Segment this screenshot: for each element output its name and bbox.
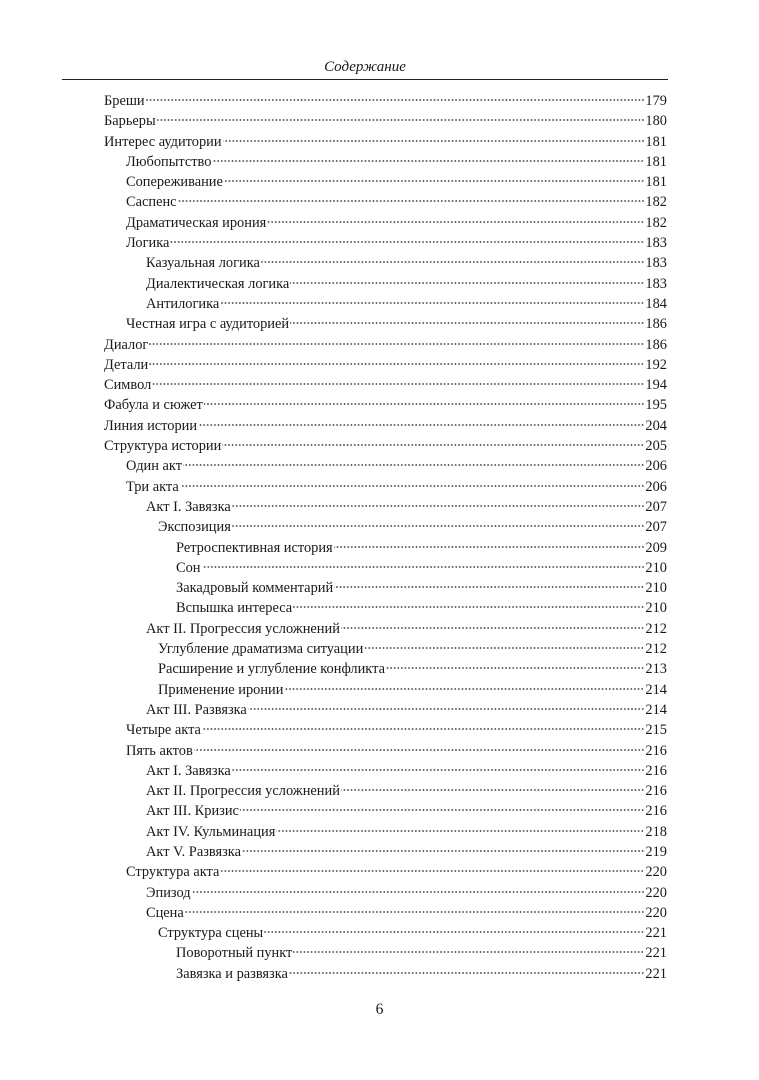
- toc-entry-page: 205: [645, 438, 667, 455]
- toc-entry-page: 210: [645, 559, 667, 576]
- dot-leader: [284, 687, 644, 691]
- toc-entry-title: Линия истории: [104, 417, 198, 434]
- dot-leader: [198, 423, 644, 427]
- dot-leader: [220, 301, 644, 305]
- dot-leader: [202, 727, 644, 731]
- dot-leader: [240, 808, 644, 812]
- toc-entry: [104, 395, 667, 415]
- toc-entry-title: Углубление драматизма ситуации: [158, 641, 364, 658]
- toc-entry-title: Эпизод: [146, 884, 191, 901]
- toc-entry: [104, 274, 667, 294]
- toc-entry: [104, 862, 667, 882]
- toc-entry-title: Диалог: [104, 336, 149, 353]
- dot-leader: [341, 788, 644, 792]
- toc-entry-title: Барьеры: [104, 113, 156, 130]
- toc-entry: [104, 91, 667, 111]
- toc-entry: [104, 456, 667, 476]
- toc-entry-title: Логика: [126, 235, 170, 252]
- toc-entry-page: 210: [645, 580, 667, 597]
- toc-entry-title: Акт IV. Кульминация: [146, 823, 276, 840]
- toc-entry-title: Сон: [176, 559, 201, 576]
- dot-leader: [248, 707, 645, 711]
- toc-entry-title: Один акт: [126, 458, 183, 475]
- dot-leader: [222, 443, 644, 447]
- toc-entry: [104, 517, 667, 537]
- toc-entry: [104, 111, 667, 131]
- toc-entry-title: Экспозиция: [158, 519, 231, 536]
- toc-entry-title: Бреши: [104, 93, 145, 109]
- dot-leader: [334, 545, 645, 549]
- toc-entry-page: 179: [645, 93, 667, 109]
- dot-leader: [183, 463, 644, 467]
- toc-entry-title: Структура истории: [104, 438, 222, 455]
- toc-entry-page: 195: [645, 397, 667, 414]
- toc-entry-title: Пять актов: [126, 742, 193, 759]
- toc-entry: [104, 598, 667, 618]
- dot-leader: [152, 382, 644, 386]
- toc-entry-title: Акт V. Развязка: [146, 843, 241, 860]
- toc-entry-title: Саспенс: [126, 194, 177, 211]
- toc-entry: [104, 680, 667, 700]
- toc-entry-title: Любопытство: [126, 153, 212, 170]
- toc-entry: [104, 720, 667, 740]
- toc-entry-title: Фабула и сюжет: [104, 397, 203, 414]
- dot-leader: [341, 626, 644, 630]
- toc-entry: [104, 883, 667, 903]
- dot-leader: [204, 402, 645, 406]
- toc-entry-title: Применение иронии: [158, 681, 284, 698]
- toc-entry: [104, 497, 667, 517]
- toc-entry: [104, 558, 667, 578]
- dot-leader: [232, 524, 645, 528]
- toc-entry: [104, 639, 667, 659]
- toc-entry-title: Акт II. Прогрессия усложнений: [146, 620, 340, 637]
- dot-leader: [289, 971, 645, 975]
- toc-entry-page: 218: [645, 823, 667, 840]
- dot-leader: [149, 362, 644, 366]
- toc-entry-page: 220: [645, 864, 667, 881]
- toc-entry-page: 212: [645, 620, 667, 637]
- toc-entry: [104, 741, 667, 761]
- toc-entry: [104, 233, 667, 253]
- dot-leader: [146, 98, 645, 102]
- toc-entry-page: 182: [645, 214, 667, 231]
- dot-leader: [180, 484, 645, 488]
- toc-entry: [104, 578, 667, 598]
- toc-entry: [104, 943, 667, 963]
- dot-leader: [212, 159, 644, 163]
- dot-leader: [192, 890, 645, 894]
- toc-entry-title: Поворотный пункт: [176, 945, 293, 962]
- page-number: 6: [375, 1001, 384, 1018]
- toc-entry-page: 183: [645, 235, 667, 252]
- toc-entry: [104, 822, 667, 842]
- toc-entry-page: 220: [645, 904, 667, 921]
- dot-leader: [194, 748, 645, 752]
- toc-entry: [104, 253, 667, 273]
- toc-entry-title: Три акта: [126, 478, 179, 495]
- toc-entry-title: Сопереживание: [126, 174, 223, 191]
- toc-entry: [104, 152, 667, 172]
- dot-leader: [334, 585, 644, 589]
- toc-entry: [104, 700, 667, 720]
- toc-entry-page: 220: [645, 884, 667, 901]
- toc-entry: [104, 903, 667, 923]
- toc-entry-page: 216: [645, 803, 667, 820]
- toc-entry-page: 192: [645, 356, 667, 373]
- toc-entry: [104, 761, 667, 781]
- toc-entry-page: 206: [645, 458, 667, 475]
- toc-entry-page: 183: [645, 255, 667, 272]
- toc-entry-title: Интерес аудитории: [104, 133, 222, 150]
- dot-leader: [178, 199, 645, 203]
- dot-leader: [149, 342, 644, 346]
- toc-entry: [104, 436, 667, 456]
- toc-entry-title: Антилогика: [146, 295, 220, 312]
- dot-leader: [264, 930, 644, 934]
- toc-entry-title: Закадровый комментарий: [176, 580, 334, 597]
- toc-entry: [104, 964, 667, 984]
- toc-entry-title: Акт II. Прогрессия усложнений: [146, 783, 340, 800]
- toc-entry: [104, 659, 667, 679]
- toc-entry-title: Диалектическая логика: [146, 275, 290, 292]
- toc-entry-page: 206: [645, 478, 667, 495]
- dot-leader: [202, 565, 645, 569]
- dot-leader: [261, 260, 645, 264]
- dot-leader: [232, 768, 645, 772]
- toc-entry-page: 181: [645, 174, 667, 191]
- toc-entry-title: Драматическая ирония: [126, 214, 267, 231]
- dot-leader: [223, 139, 645, 143]
- dot-leader: [157, 118, 645, 122]
- toc-entry-page: 221: [645, 965, 667, 982]
- toc-entry: [104, 355, 667, 375]
- toc-entry-title: Акт III. Кризис: [146, 803, 239, 820]
- dot-leader: [290, 281, 644, 285]
- toc-entry: [104, 801, 667, 821]
- toc-entry-page: 210: [645, 600, 667, 617]
- dot-leader: [290, 321, 644, 325]
- toc-entry-title: Акт I. Завязка: [146, 762, 231, 779]
- toc-entry-title: Вспышка интереса: [176, 600, 293, 617]
- toc-entry-page: 215: [645, 722, 667, 739]
- dot-leader: [276, 829, 644, 833]
- toc-entry-page: 213: [645, 661, 667, 678]
- dot-leader: [386, 666, 644, 670]
- toc-entry: [104, 314, 667, 334]
- toc-entry: [104, 477, 667, 497]
- dot-leader: [220, 869, 644, 873]
- toc-entry-page: 216: [645, 783, 667, 800]
- toc-entry-page: 181: [645, 153, 667, 170]
- toc-entry-title: Символ: [104, 377, 152, 394]
- dot-leader: [224, 179, 645, 183]
- toc-entry-page: 186: [645, 336, 667, 353]
- toc-entry-page: 183: [645, 275, 667, 292]
- dot-leader: [185, 910, 645, 914]
- dot-leader: [293, 605, 644, 609]
- toc-entry-page: 207: [645, 519, 667, 536]
- dot-leader: [364, 646, 644, 650]
- toc-entry-page: 209: [645, 539, 667, 556]
- toc-entry: [104, 619, 667, 639]
- toc-entry-page: 182: [645, 194, 667, 211]
- toc-entry: [104, 213, 667, 233]
- toc-entry-page: 194: [645, 377, 667, 394]
- toc-entry-page: 186: [645, 316, 667, 333]
- toc-entry-page: 221: [645, 945, 667, 962]
- toc-entry-page: 180: [645, 113, 667, 130]
- toc-entry-title: Структура акта: [126, 864, 220, 881]
- toc-entry-page: 214: [645, 681, 667, 698]
- toc-entry-page: 221: [645, 925, 667, 942]
- toc-entry-title: Четыре акта: [126, 722, 201, 739]
- toc-entry: [104, 132, 667, 152]
- toc-entry: [104, 781, 667, 801]
- toc-entry: [104, 538, 667, 558]
- toc-entry-page: 216: [645, 762, 667, 779]
- toc-entry: [104, 375, 667, 395]
- toc-entry: [104, 923, 667, 943]
- toc-entry-title: Честная игра с аудиторией: [126, 316, 290, 333]
- toc-entry-page: 184: [645, 295, 667, 312]
- toc-entry-title: Ретроспективная история: [176, 539, 333, 556]
- dot-leader: [170, 240, 644, 244]
- dot-leader: [242, 849, 644, 853]
- toc-entry-title: Акт I. Завязка: [146, 498, 231, 515]
- toc-entry-page: 219: [645, 843, 667, 860]
- dot-leader: [293, 950, 644, 954]
- toc-entry-title: Расширение и углубление конфликта: [158, 661, 385, 678]
- toc-entry-title: Казуальная логика: [146, 255, 260, 272]
- toc-entry-page: 216: [645, 742, 667, 759]
- toc-entry-title: Завязка и развязка: [176, 965, 288, 982]
- toc-entry-page: 207: [645, 498, 667, 515]
- toc-entry-title: Акт III. Развязка: [146, 701, 247, 718]
- table-of-contents: [104, 91, 667, 984]
- toc-entry-title: Структура сцены: [158, 925, 264, 942]
- toc-entry: [104, 842, 667, 862]
- toc-entry-page: 214: [645, 701, 667, 718]
- toc-entry-page: 212: [645, 641, 667, 658]
- dot-leader: [267, 220, 644, 224]
- toc-entry: [104, 416, 667, 436]
- toc-entry: [104, 294, 667, 314]
- toc-entry: [104, 335, 667, 355]
- header-rule: [62, 79, 668, 80]
- toc-entry-title: Сцена: [146, 904, 184, 921]
- dot-leader: [232, 504, 645, 508]
- toc-entry: [104, 192, 667, 212]
- running-head-title: Содержание: [324, 59, 406, 75]
- toc-entry-page: 181: [645, 133, 667, 150]
- toc-entry-title: Детали: [104, 356, 149, 373]
- toc-entry-page: 204: [645, 417, 667, 434]
- toc-entry: [104, 172, 667, 192]
